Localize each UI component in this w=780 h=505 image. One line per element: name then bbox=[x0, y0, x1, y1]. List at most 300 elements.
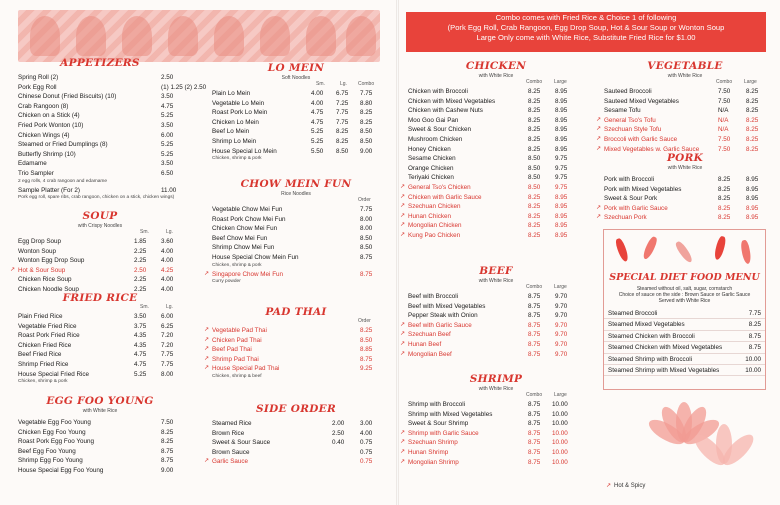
menu-item bbox=[408, 419, 584, 429]
hot-pepper-icon: ↗ bbox=[400, 350, 406, 357]
item-price: 8.00 bbox=[360, 215, 373, 223]
menu-item bbox=[400, 221, 584, 231]
item-name: Butterfly Shrimp (10) bbox=[18, 150, 76, 158]
vegetable-title: VEGETABLE bbox=[647, 60, 723, 72]
item-name: Szechuan Style Tofu bbox=[604, 126, 662, 134]
item-price: 8.75 bbox=[161, 457, 174, 465]
section-chow-mein-fun bbox=[204, 178, 380, 286]
item-price: 4.00 bbox=[311, 90, 324, 97]
item-name: Pork with Broccoli bbox=[604, 176, 655, 183]
item-price: 8.25 bbox=[528, 126, 541, 134]
item-price: 9.70 bbox=[555, 293, 568, 300]
column-label: Combo bbox=[526, 79, 543, 85]
item-name: Brown Sauce bbox=[212, 448, 250, 456]
item-price: 3.50 bbox=[134, 313, 147, 320]
flower-illustration bbox=[596, 394, 772, 494]
item-price: 0.75 bbox=[360, 458, 373, 466]
hot-pepper-icon: ↗ bbox=[204, 336, 210, 343]
item-name: Steamed Chicken with Broccoli bbox=[608, 332, 695, 340]
item-name: Szechuan Pork bbox=[604, 214, 647, 222]
column-label: Large bbox=[554, 392, 567, 398]
hot-pepper-icon: ↗ bbox=[204, 355, 210, 362]
menu-item bbox=[604, 185, 766, 195]
item-name: Shrimp with Broccoli bbox=[408, 401, 466, 408]
item-price: 4.75 bbox=[134, 360, 147, 368]
item-price: N/A bbox=[718, 116, 729, 124]
item-note: Chicken, shrimp & pork bbox=[212, 156, 262, 162]
item-price: 4.00 bbox=[161, 276, 174, 284]
item-price: 6.75 bbox=[336, 90, 349, 97]
item-note: Pork egg roll, spare ribs, crab rangoon, chicken on a stick, chicken wings) bbox=[18, 195, 175, 201]
item-price: 10.00 bbox=[552, 420, 568, 428]
menu-item bbox=[212, 99, 380, 109]
item-name: Mongolian Beef bbox=[408, 350, 452, 358]
combo-line-1: Combo comes with Fried Rice & Choice 1 of following bbox=[495, 13, 677, 22]
menu-item bbox=[204, 326, 380, 336]
column-label: Combo bbox=[526, 284, 543, 290]
item-price: 8.50 bbox=[360, 128, 373, 136]
item-name: Egg Drop Soup bbox=[18, 238, 62, 245]
menu-item bbox=[18, 466, 182, 476]
pork-subtitle: with White Rice bbox=[667, 165, 703, 171]
item-name: Hunan Beef bbox=[408, 340, 442, 348]
item-name: Steamed Rice bbox=[212, 420, 252, 427]
menu-item bbox=[408, 302, 584, 312]
item-price: 10.00 bbox=[745, 366, 761, 374]
item-name: Beef Lo Mein bbox=[212, 128, 250, 136]
section-appetizers bbox=[18, 57, 207, 202]
item-price: 4.75 bbox=[311, 109, 324, 117]
item-price: 4.35 bbox=[134, 341, 147, 349]
item-name: Vegetable Chow Mei Fun bbox=[212, 206, 283, 213]
item-price: 9.75 bbox=[555, 183, 568, 191]
item-name: Beef with Garlic Sauce bbox=[408, 321, 472, 329]
item-name: Chicken Egg Foo Young bbox=[18, 428, 86, 436]
column-header bbox=[212, 81, 380, 89]
item-price: 7.75 bbox=[360, 206, 373, 213]
item-price: 8.95 bbox=[746, 185, 759, 193]
item-price: 9.70 bbox=[555, 350, 568, 358]
menu-item bbox=[212, 243, 380, 253]
item-price: (1) 1.25 (2) 2.50 bbox=[161, 83, 207, 91]
item-name: Orange Chicken bbox=[408, 164, 454, 172]
item-price: 8.25 bbox=[746, 126, 759, 134]
item-price: 1.85 bbox=[134, 238, 147, 245]
section-egg-foo-young bbox=[18, 395, 182, 476]
hot-pepper-icon: ↗ bbox=[204, 346, 210, 353]
legend bbox=[606, 482, 645, 489]
hot-pepper-icon: ↗ bbox=[400, 331, 406, 338]
item-name: Edamame bbox=[18, 160, 47, 168]
menu-item bbox=[18, 331, 182, 341]
item-name: Sweet & Sour Shrimp bbox=[408, 420, 469, 428]
section-beef bbox=[400, 265, 584, 359]
menu-item bbox=[400, 448, 584, 458]
decorative-banner bbox=[18, 10, 380, 62]
column-label: Large bbox=[554, 79, 567, 85]
menu-item bbox=[18, 150, 182, 160]
item-price: 5.50 bbox=[311, 147, 324, 155]
menu-item bbox=[400, 458, 584, 468]
menu-item bbox=[212, 419, 380, 429]
menu-item bbox=[596, 116, 766, 126]
item-price: 8.50 bbox=[360, 244, 373, 252]
menu-item bbox=[400, 340, 584, 350]
item-name: Chicken with Cashew Nuts bbox=[408, 107, 483, 115]
item-price: 8.25 bbox=[718, 204, 731, 212]
item-price: 8.25 bbox=[746, 135, 759, 143]
item-price: 8.95 bbox=[555, 97, 568, 105]
item-name: Chicken Chow Mei Fun bbox=[212, 225, 278, 233]
menu-item bbox=[596, 125, 766, 135]
menu-item bbox=[18, 169, 182, 179]
item-price: 9.70 bbox=[555, 321, 568, 329]
item-price: 10.00 bbox=[552, 458, 568, 466]
section-chicken bbox=[400, 60, 584, 241]
item-price: 8.25 bbox=[718, 176, 731, 183]
menu-item bbox=[400, 231, 584, 241]
item-price: 8.75 bbox=[528, 340, 541, 348]
shrimp-subtitle: with White Rice bbox=[478, 386, 514, 392]
item-name: Sauteed Broccoli bbox=[604, 88, 652, 95]
item-name: Plain Fried Rice bbox=[18, 313, 63, 320]
menu-item bbox=[204, 355, 380, 365]
item-name: Garlic Sauce bbox=[212, 458, 249, 466]
item-price: 2.25 bbox=[134, 285, 147, 293]
menu-item bbox=[18, 428, 182, 438]
hot-pepper-icon: ↗ bbox=[400, 222, 406, 229]
item-name: Chicken Lo Mein bbox=[212, 118, 259, 126]
item-price: 8.95 bbox=[555, 203, 568, 211]
item-price: 3.50 bbox=[161, 160, 174, 168]
menu-item bbox=[18, 275, 182, 285]
item-name: Mongolian Shrimp bbox=[408, 458, 459, 466]
menu-item bbox=[596, 135, 766, 145]
menu-item bbox=[408, 97, 584, 107]
item-name: Sweet & Sour Pork bbox=[604, 195, 658, 203]
item-price: 4.00 bbox=[161, 285, 174, 293]
item-price: 8.25 bbox=[360, 109, 373, 117]
menu-item bbox=[604, 106, 766, 116]
menu-item bbox=[408, 87, 584, 97]
item-price: 7.50 bbox=[718, 135, 731, 143]
item-price: 6.00 bbox=[161, 313, 174, 320]
item-price: 0.75 bbox=[360, 448, 373, 456]
item-price: 8.85 bbox=[360, 346, 373, 354]
item-price: 7.50 bbox=[161, 419, 174, 426]
column-header bbox=[408, 392, 584, 400]
item-name: Honey Chicken bbox=[408, 145, 451, 153]
menu-item bbox=[400, 321, 584, 331]
menu-item bbox=[604, 175, 766, 185]
menu-item bbox=[18, 140, 182, 150]
lo-mein-title: LO MEIN bbox=[267, 62, 325, 74]
item-name: House Special Fried Rice bbox=[18, 370, 90, 378]
menu-item bbox=[408, 173, 584, 183]
menu-item bbox=[18, 418, 182, 428]
chicken-subtitle: with White Rice bbox=[478, 73, 514, 79]
menu-item bbox=[604, 97, 766, 107]
item-name: Roast Pork Egg Foo Young bbox=[18, 438, 94, 446]
item-name: Shrimp Egg Foo Young bbox=[18, 457, 83, 465]
menu-item bbox=[18, 370, 182, 380]
hot-pepper-icon: ↗ bbox=[400, 203, 406, 210]
egg-foo-young-subtitle: with White Rice bbox=[82, 408, 118, 414]
section-lo-mein bbox=[212, 62, 380, 163]
item-price: 8.25 bbox=[528, 203, 541, 211]
item-price: 5.25 bbox=[311, 137, 324, 145]
item-price: 10.00 bbox=[552, 410, 568, 418]
menu-item bbox=[212, 147, 380, 157]
item-price: 6.25 bbox=[161, 322, 174, 330]
item-price: 8.75 bbox=[528, 401, 541, 408]
item-price: 5.25 bbox=[161, 112, 174, 120]
item-name: Singapore Chow Mei Fun bbox=[212, 270, 284, 278]
item-price: 10.00 bbox=[745, 355, 761, 363]
combo-line-2: (Pork Egg Roll, Crab Rangoon, Egg Drop Soup, Hot & Sour Soup or Wonton Soup bbox=[447, 23, 725, 32]
item-name: Mushroom Chicken bbox=[408, 135, 463, 143]
item-name: Pork with Garlic Sauce bbox=[604, 204, 668, 212]
menu-item bbox=[10, 266, 182, 276]
item-name: Chinese Donut (Fried Biscuits) (10) bbox=[18, 93, 117, 101]
item-name: Beef with Broccoli bbox=[408, 293, 459, 300]
item-name: Szechuan Chicken bbox=[408, 203, 461, 211]
hot-pepper-icon: ↗ bbox=[400, 321, 406, 328]
item-price: 9.70 bbox=[555, 331, 568, 339]
menu-item bbox=[212, 89, 380, 99]
item-price: 7.50 bbox=[718, 88, 731, 95]
hot-pepper-icon: ↗ bbox=[596, 214, 602, 221]
menu-item bbox=[18, 186, 182, 196]
item-price: 8.95 bbox=[746, 176, 759, 183]
menu-item bbox=[400, 193, 584, 203]
item-price: 4.00 bbox=[161, 257, 174, 265]
menu-item bbox=[204, 457, 380, 467]
menu-item bbox=[408, 410, 584, 420]
item-name: Steamed or Fried Dumplings (8) bbox=[18, 141, 108, 149]
item-price: 8.25 bbox=[718, 195, 731, 203]
item-price: 7.75 bbox=[360, 90, 373, 97]
side-order-title: SIDE ORDER bbox=[256, 403, 336, 415]
item-name: Chicken Fried Rice bbox=[18, 341, 72, 349]
menu-item bbox=[18, 159, 182, 169]
menu-item bbox=[400, 183, 584, 193]
item-price: 4.75 bbox=[311, 118, 324, 126]
menu-item bbox=[400, 438, 584, 448]
item-note: 2 egg rolls, 4 crab rangoon and edamame bbox=[18, 178, 108, 184]
item-name: Steamed Shrimp with Mixed Vegetables bbox=[608, 366, 720, 374]
column-label: Lg. bbox=[166, 304, 173, 310]
section-vegetable bbox=[596, 60, 766, 154]
menu-item bbox=[408, 311, 584, 321]
item-price: 8.95 bbox=[555, 212, 568, 220]
diet-item bbox=[604, 331, 765, 342]
menu-item bbox=[18, 256, 182, 266]
item-price: 8.25 bbox=[336, 128, 349, 136]
menu-item bbox=[18, 322, 182, 332]
menu-item bbox=[212, 108, 380, 118]
item-price: 8.75 bbox=[528, 302, 541, 310]
item-price: 8.75 bbox=[528, 350, 541, 358]
item-price: 8.50 bbox=[360, 137, 373, 145]
item-price: 9.75 bbox=[555, 155, 568, 163]
column-label: Combo bbox=[358, 81, 375, 87]
item-price: 8.75 bbox=[360, 270, 373, 278]
hot-pepper-icon: ↗ bbox=[400, 231, 406, 238]
hot-pepper-icon: ↗ bbox=[204, 458, 210, 465]
item-name: Broccoli with Garlic Sauce bbox=[604, 135, 678, 143]
column-header bbox=[408, 79, 584, 87]
item-price: 2.00 bbox=[332, 420, 345, 427]
hot-pepper-icon: ↗ bbox=[596, 135, 602, 142]
hot-pepper-icon: ↗ bbox=[400, 458, 406, 465]
item-name: Shrimp with Garlic Sauce bbox=[408, 429, 479, 437]
item-name: Crab Rangoon (8) bbox=[18, 102, 69, 110]
item-name: Chicken with Garlic Sauce bbox=[408, 193, 482, 201]
item-name: Sweet & Sour Sauce bbox=[212, 439, 271, 447]
column-header bbox=[18, 304, 182, 312]
item-price: 8.80 bbox=[360, 99, 373, 107]
soup-subtitle: with Crispy Noodles bbox=[77, 223, 123, 229]
item-price: 8.75 bbox=[528, 429, 541, 437]
item-price: 8.75 bbox=[528, 448, 541, 456]
item-name: Szechuan Shrimp bbox=[408, 439, 458, 447]
item-name: Steamed Broccoli bbox=[608, 310, 658, 317]
item-name: Mixed Vegetables w. Garlic Sauce bbox=[604, 145, 700, 153]
hot-pepper-icon: ↗ bbox=[204, 270, 210, 277]
item-name: Chicken Rice Soup bbox=[18, 276, 72, 284]
hot-pepper-icon: ↗ bbox=[596, 145, 602, 152]
item-price: 8.25 bbox=[528, 231, 541, 239]
item-price: 3.60 bbox=[161, 238, 174, 245]
item-name: Mongolian Chicken bbox=[408, 222, 462, 230]
item-price: 8.25 bbox=[360, 327, 373, 334]
menu-item bbox=[18, 73, 182, 83]
hot-pepper-icon: ↗ bbox=[400, 193, 406, 200]
special-diet-box bbox=[603, 229, 766, 390]
hot-pepper-icon: ↗ bbox=[606, 483, 612, 489]
beef-subtitle: with White Rice bbox=[478, 278, 514, 284]
item-name: Chicken Noodle Soup bbox=[18, 285, 79, 293]
item-name: Shrimp Pad Thai bbox=[212, 355, 259, 363]
item-name: Moo Goo Gai Pan bbox=[408, 116, 459, 124]
item-name: House Special Lo Mein bbox=[212, 147, 277, 155]
column-header bbox=[212, 197, 380, 205]
vegetable-subtitle: with White Rice bbox=[667, 73, 703, 79]
item-price: 8.75 bbox=[528, 458, 541, 466]
item-price: 2.50 bbox=[161, 74, 174, 81]
column-label: Sm. bbox=[140, 304, 149, 310]
chicken-title: CHICKEN bbox=[465, 60, 527, 72]
item-name: Chicken Wings (4) bbox=[18, 131, 70, 139]
item-price: 8.25 bbox=[528, 222, 541, 230]
item-name: Spring Roll (2) bbox=[18, 74, 59, 81]
item-price: 9.75 bbox=[555, 164, 568, 172]
menu-item bbox=[400, 212, 584, 222]
item-price: 8.75 bbox=[528, 321, 541, 329]
item-price: 3.50 bbox=[161, 121, 174, 129]
item-price: 2.50 bbox=[134, 266, 147, 274]
pork-title: PORK bbox=[666, 152, 704, 164]
beef-title: BEEF bbox=[479, 265, 513, 277]
column-label: Sm. bbox=[140, 229, 149, 235]
menu-item bbox=[18, 247, 182, 257]
menu-item bbox=[408, 125, 584, 135]
lo-mein-subtitle: Soft Noodles bbox=[281, 75, 311, 81]
item-price: 8.95 bbox=[555, 135, 568, 143]
item-price: 7.25 bbox=[336, 99, 349, 107]
item-price: 8.75 bbox=[748, 332, 761, 340]
item-name: Kung Pao Chicken bbox=[408, 231, 461, 239]
item-name: Sauteed Mixed Vegetables bbox=[604, 97, 679, 105]
item-price: 4.00 bbox=[311, 99, 324, 107]
column-label: Combo bbox=[526, 392, 543, 398]
item-price: 10.00 bbox=[552, 401, 568, 408]
item-price: 8.75 bbox=[748, 344, 761, 352]
hot-pepper-icon: ↗ bbox=[596, 116, 602, 123]
item-price: 8.25 bbox=[528, 107, 541, 115]
menu-item bbox=[18, 312, 182, 322]
item-name: Steamed Mixed Vegetables bbox=[608, 321, 685, 329]
item-note: Curry powder bbox=[212, 279, 241, 285]
item-price: 8.25 bbox=[161, 438, 174, 446]
menu-item bbox=[212, 234, 380, 244]
item-price: 6.00 bbox=[161, 131, 174, 139]
item-price: 8.50 bbox=[528, 155, 541, 163]
item-name: Roast Pork Fried Rice bbox=[18, 332, 80, 340]
item-price: 4.75 bbox=[134, 351, 147, 359]
menu-item bbox=[408, 292, 584, 302]
item-price: 2.25 bbox=[134, 276, 147, 284]
hot-pepper-icon: ↗ bbox=[10, 266, 16, 273]
item-name: Plain Lo Mein bbox=[212, 90, 251, 97]
item-price: 9.70 bbox=[555, 340, 568, 348]
item-price: 10.00 bbox=[552, 429, 568, 437]
menu-item bbox=[18, 237, 182, 247]
item-note: Chicken, shrimp & pork bbox=[18, 379, 68, 385]
column-label: Sm. bbox=[316, 81, 325, 87]
chow-mein-fun-title: CHOW MEIN FUN bbox=[240, 178, 352, 190]
menu-item bbox=[408, 106, 584, 116]
menu-item bbox=[604, 194, 766, 204]
item-price: 8.95 bbox=[555, 231, 568, 239]
pepper-icon bbox=[614, 237, 630, 262]
column-label: Order bbox=[358, 318, 371, 324]
item-name: Shrimp Lo Mein bbox=[212, 137, 257, 145]
menu-item bbox=[212, 224, 380, 234]
item-price: 8.25 bbox=[746, 145, 759, 153]
chow-mein-fun-subtitle: Rice Noodles bbox=[281, 191, 311, 197]
item-name: Beef Chow Mei Fun bbox=[212, 234, 268, 242]
item-price: 8.75 bbox=[528, 410, 541, 418]
item-price: 0.75 bbox=[360, 439, 373, 447]
hot-pepper-icon: ↗ bbox=[400, 429, 406, 436]
item-price: 5.25 bbox=[161, 150, 174, 158]
section-pad-thai bbox=[204, 306, 380, 381]
item-price: 8.50 bbox=[528, 164, 541, 172]
diet-item bbox=[604, 319, 765, 330]
menu-item bbox=[212, 137, 380, 147]
menu-item bbox=[204, 270, 380, 280]
item-name: Sweet & Sour Chicken bbox=[408, 126, 471, 134]
item-name: Vegetable Lo Mein bbox=[212, 99, 265, 107]
item-price: 10.00 bbox=[552, 448, 568, 456]
item-price: 8.95 bbox=[555, 126, 568, 134]
diet-note-3: Served with White Rice bbox=[658, 298, 711, 304]
combo-line-3: Large Only come with White Rice, Substitute Fried Rice for $1.00 bbox=[476, 33, 696, 42]
menu-item bbox=[400, 429, 584, 439]
menu-item bbox=[604, 87, 766, 97]
